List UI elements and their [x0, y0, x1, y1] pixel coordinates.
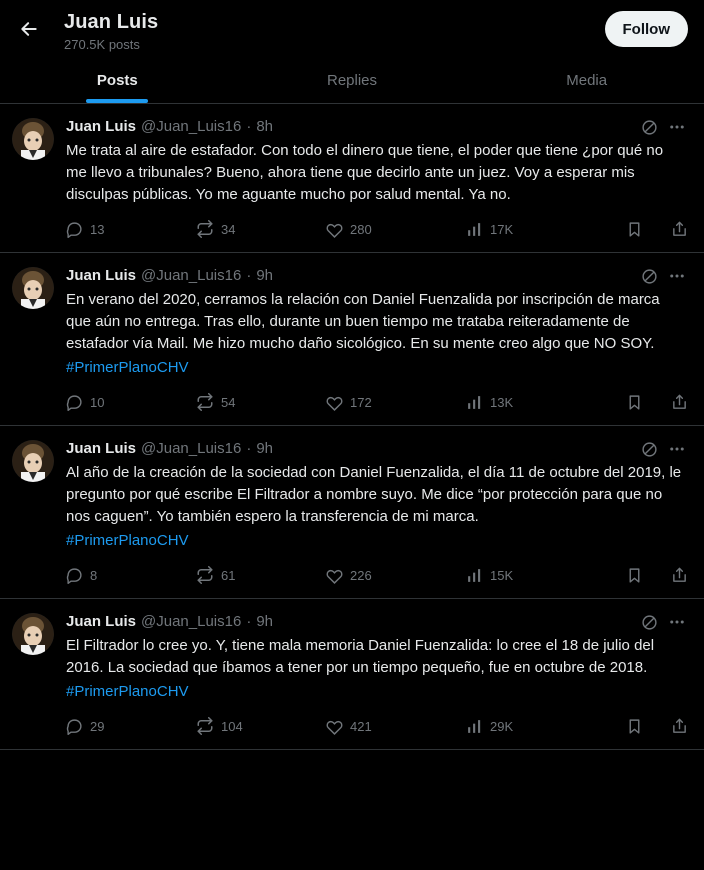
- profile-header: [0, 0, 704, 104]
- analytics-icon: [466, 718, 483, 735]
- tweet-separator: ·: [246, 613, 252, 630]
- tweet-header: [66, 438, 688, 460]
- retweet-count: 61: [221, 567, 236, 583]
- more-options-icon[interactable]: [666, 265, 688, 287]
- tweet-text: Me trata al aire de estafador. Con todo el dinero que tiene, el poder que tiene ¿por qué no me llevo a tribunales? Bueno, ahora tiene que decirlo ante un juez. Voy a esperar mis disculpas públicas. Yo me aguante mucho por salud mental. Ya no.: [66, 142, 668, 203]
- retweet-icon: [196, 566, 214, 584]
- analytics-icon: [466, 567, 483, 584]
- reply-icon: [66, 394, 83, 411]
- retweet-icon: [196, 220, 214, 238]
- header-top-row: [0, 0, 704, 58]
- tweet-item[interactable]: [0, 599, 704, 750]
- retweet-action[interactable]: [196, 566, 326, 584]
- tweet-item[interactable]: [0, 426, 704, 599]
- tweet-actions: [66, 389, 688, 415]
- tweet-body: [66, 265, 688, 421]
- share-action[interactable]: [671, 394, 688, 411]
- heart-icon: [326, 394, 343, 411]
- tweet-handle[interactable]: @Juan_Luis16: [141, 267, 242, 284]
- reply-count: 13: [90, 221, 105, 237]
- tweet-separator: ·: [246, 118, 252, 135]
- reply-icon: [66, 567, 83, 584]
- bookmark-action[interactable]: [626, 567, 643, 584]
- tweet-item[interactable]: [0, 253, 704, 426]
- reply-action[interactable]: [66, 394, 196, 411]
- tweet-feed: [0, 104, 704, 750]
- more-options-icon[interactable]: [666, 438, 688, 460]
- follow-button[interactable]: Follow: [605, 11, 689, 47]
- bookmark-icon: [626, 221, 643, 238]
- more-options-icon[interactable]: [666, 116, 688, 138]
- avatar[interactable]: [12, 118, 54, 160]
- reply-count: 10: [90, 394, 105, 410]
- like-action[interactable]: [326, 394, 466, 411]
- tweet-handle[interactable]: @Juan_Luis16: [141, 440, 242, 457]
- retweet-action[interactable]: [196, 220, 326, 238]
- tweet-header: [66, 116, 688, 138]
- tweet-header: [66, 265, 688, 287]
- page-title: Juan Luis: [64, 11, 159, 33]
- view-count: 13K: [490, 394, 514, 410]
- tweet-header: [66, 611, 688, 633]
- tweet-handle[interactable]: @Juan_Luis16: [141, 613, 242, 630]
- tweet-separator: ·: [246, 440, 252, 457]
- bookmark-icon: [626, 718, 643, 735]
- reply-action[interactable]: [66, 221, 196, 238]
- more-options-icon[interactable]: [666, 611, 688, 633]
- view-count: 15K: [490, 567, 514, 583]
- retweet-count: 34: [221, 221, 236, 237]
- tweet-body: [66, 438, 688, 594]
- like-action[interactable]: [326, 567, 466, 584]
- retweet-action[interactable]: [196, 717, 326, 735]
- heart-icon: [326, 221, 343, 238]
- reply-icon: [66, 221, 83, 238]
- views-action[interactable]: [466, 567, 591, 584]
- view-count: 29K: [490, 718, 514, 734]
- share-icon: [671, 567, 688, 584]
- arrow-left-icon: [19, 19, 39, 39]
- views-action[interactable]: [466, 718, 591, 735]
- tweet-author[interactable]: Juan Luis: [66, 118, 137, 135]
- tweet-timestamp: 8h: [256, 118, 274, 135]
- like-count: 172: [350, 394, 372, 410]
- tweet-timestamp: 9h: [256, 440, 274, 457]
- share-action[interactable]: [671, 718, 688, 735]
- tweet-timestamp: 9h: [256, 267, 274, 284]
- tweet-item[interactable]: [0, 104, 704, 253]
- analytics-icon: [466, 221, 483, 238]
- tweet-author[interactable]: Juan Luis: [66, 440, 137, 457]
- view-count: 17K: [490, 221, 514, 237]
- retweet-count: 54: [221, 394, 236, 410]
- tab-media[interactable]: Media: [566, 72, 608, 89]
- hashtag-link[interactable]: #PrimerPlanoCHV: [66, 532, 189, 549]
- header-titles: [64, 8, 605, 54]
- tweet-separator: ·: [246, 267, 252, 284]
- tweet-body: [66, 611, 688, 745]
- like-count: 421: [350, 718, 372, 734]
- reply-count: 29: [90, 718, 105, 734]
- reply-action[interactable]: [66, 718, 196, 735]
- like-action[interactable]: [326, 718, 466, 735]
- reply-action[interactable]: [66, 567, 196, 584]
- tab-posts[interactable]: Posts: [0, 58, 235, 103]
- bookmark-icon: [626, 567, 643, 584]
- tweet-actions: [66, 713, 688, 739]
- avatar[interactable]: [12, 613, 54, 655]
- tweet-body: [66, 116, 688, 248]
- mute-icon[interactable]: [638, 438, 660, 460]
- bookmark-action[interactable]: [626, 394, 643, 411]
- heart-icon: [326, 718, 343, 735]
- share-action[interactable]: [671, 221, 688, 238]
- profile-tabs: [0, 58, 704, 104]
- mute-icon[interactable]: [638, 265, 660, 287]
- heart-icon: [326, 567, 343, 584]
- share-icon: [671, 718, 688, 735]
- tweet-author[interactable]: Juan Luis: [66, 267, 137, 284]
- bookmark-action[interactable]: [626, 221, 643, 238]
- bookmark-action[interactable]: [626, 718, 643, 735]
- mute-icon[interactable]: [638, 116, 660, 138]
- share-icon: [671, 394, 688, 411]
- views-action[interactable]: [466, 394, 591, 411]
- retweet-icon: [196, 393, 214, 411]
- bookmark-icon: [626, 394, 643, 411]
- like-count: 280: [350, 221, 372, 237]
- avatar[interactable]: [12, 440, 54, 482]
- avatar[interactable]: [12, 267, 54, 309]
- views-action[interactable]: [466, 221, 591, 238]
- retweet-count: 104: [221, 718, 243, 734]
- hashtag-link[interactable]: #PrimerPlanoCHV: [66, 359, 189, 376]
- tweet-actions: [66, 562, 688, 588]
- hashtag-link[interactable]: #PrimerPlanoCHV: [66, 683, 189, 700]
- mute-icon[interactable]: [638, 611, 660, 633]
- analytics-icon: [466, 394, 483, 411]
- retweet-action[interactable]: [196, 393, 326, 411]
- tweet-author[interactable]: Juan Luis: [66, 613, 137, 630]
- tab-replies[interactable]: Replies: [326, 72, 378, 89]
- reply-count: 8: [90, 567, 98, 583]
- tweet-timestamp: 9h: [256, 613, 274, 630]
- post-count: 270.5K posts: [64, 37, 140, 52]
- tweet-actions: [66, 216, 688, 242]
- share-action[interactable]: [671, 567, 688, 584]
- share-icon: [671, 221, 688, 238]
- like-action[interactable]: [326, 221, 466, 238]
- tweet-handle[interactable]: @Juan_Luis16: [141, 118, 242, 135]
- reply-icon: [66, 718, 83, 735]
- retweet-icon: [196, 717, 214, 735]
- like-count: 226: [350, 567, 372, 583]
- back-button[interactable]: [12, 12, 46, 46]
- tweet-text: Al año de la creación de la sociedad con Daniel Fuenzalida, el día 11 de octubre del 2019, le pregunto por qué escribe El Filtrador a nombre suyo. Me dice “por protección para que no nos caguen”. Yo también espero la transferencia de mi marca.: [66, 464, 686, 525]
- tweet-text: En verano del 2020, cerramos la relación con Daniel Fuenzalida por inscripción de marca que aún no entrega. Tras ello, durante un buen tiempo me trataba reiteradamente de estafador vía Mail. Me hizo mucho daño sicológico. En su mente creo algo que NO SOY.: [66, 291, 664, 352]
- tweet-text: El Filtrador lo cree yo. Y, tiene mala memoria Daniel Fuenzalida: lo cree el 18 de julio del 2016. La sociedad que íbamos a tener por un tiempo pequeño, fue en octubre de 2018.: [66, 637, 659, 676]
